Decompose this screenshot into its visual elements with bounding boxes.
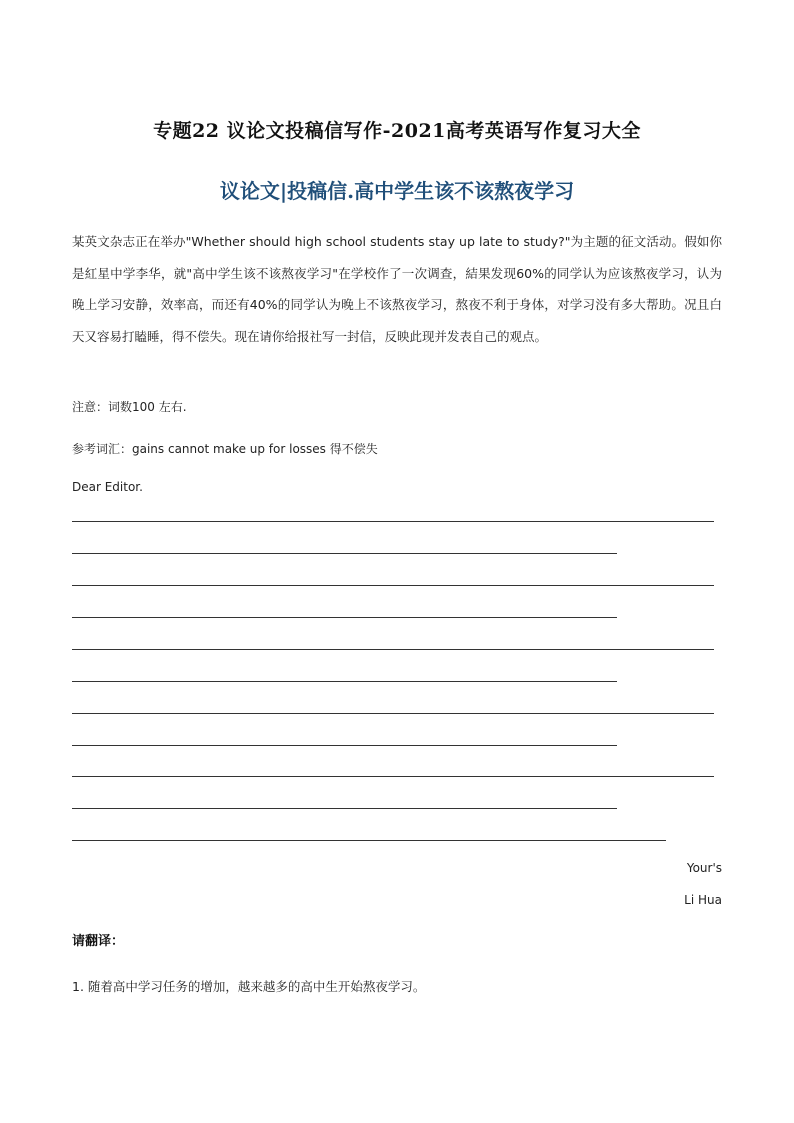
letter-signature: Li Hua — [684, 893, 722, 907]
translation-heading: 请翻译： — [72, 934, 125, 949]
writing-line[interactable] — [72, 776, 714, 777]
writing-line[interactable] — [72, 617, 617, 618]
writing-line[interactable] — [72, 840, 666, 841]
writing-line[interactable] — [72, 745, 617, 746]
writing-line[interactable] — [72, 713, 714, 714]
writing-line[interactable] — [72, 681, 617, 682]
translation-question-1: 1. 随着高中学习任务的增加，越来越多的高中生开始熬夜学习。 — [72, 979, 426, 994]
writing-line[interactable] — [72, 649, 714, 650]
writing-line[interactable] — [72, 808, 617, 809]
writing-line[interactable] — [72, 585, 714, 586]
reference-vocabulary: 参考词汇：gains cannot make up for losses 得不偿失 — [72, 442, 378, 456]
task-prompt: 某英文杂志正在举办"Whether should high school students stay up late to study?"为主题的征文活动。假如你是紅星中学李华，就"高中学生该不该熬夜学习"在学校作了一次调查，結果发现60%的同学认为应该熬夜学习，认为晚上学习安静，效率高，而还有40%的同学认为晚上不该熬夜学习，熬夜不利于身体，对学习没有多大帮助。况且白天又容易打瞌睡，得不偿失。现在请你给报社写一封信，反映此现并发表自己的观点。 — [72, 234, 722, 344]
document-subtitle: 议论文|投稿信.高中学生该不该熬夜学习 — [219, 179, 575, 203]
writing-line[interactable] — [72, 553, 617, 554]
letter-closing: Your's — [686, 861, 722, 875]
document-title: 专题22 议论文投稿信写作-2021高考英语写作复习大全 — [153, 120, 641, 142]
writing-line[interactable] — [72, 521, 714, 522]
word-count-note: 注意：词数100 左右. — [72, 400, 187, 414]
letter-salutation: Dear Editor. — [72, 480, 143, 494]
